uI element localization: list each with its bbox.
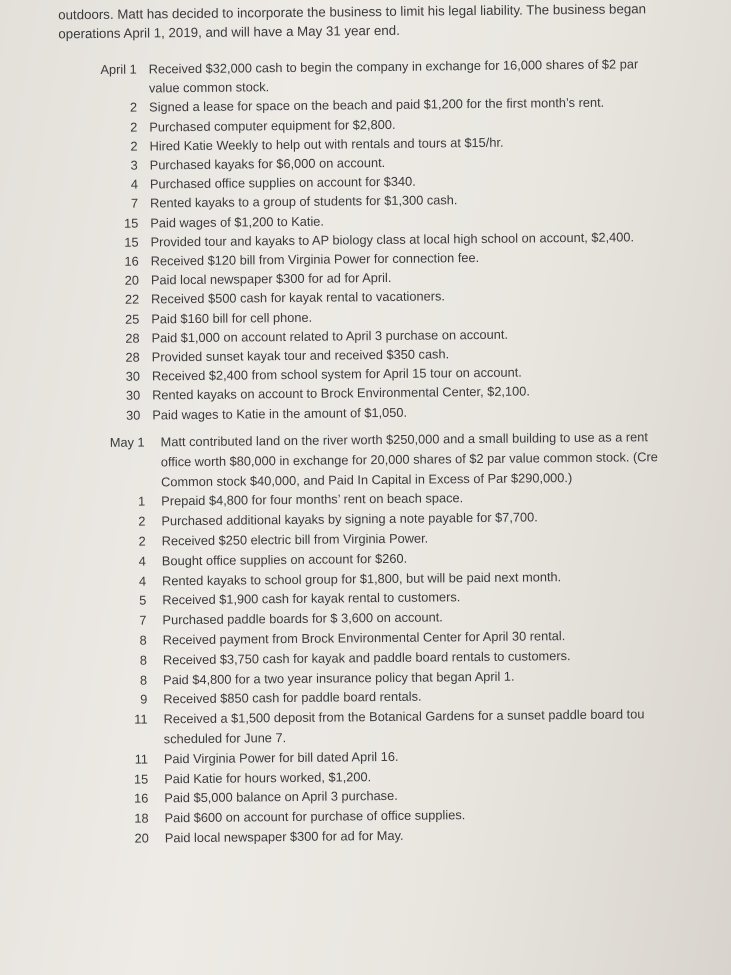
transaction-line: Provided tour and kayaks to AP biology class at local high school on account, $2,400. — [150, 229, 635, 250]
transaction-date: 8 — [139, 652, 147, 668]
april-transactions — [87, 53, 731, 425]
transaction-line: Paid Virginia Power for bill dated April 16. — [163, 748, 399, 767]
transaction-date: April 1 — [100, 61, 137, 77]
transaction-date: 5 — [139, 592, 147, 608]
transaction-line: Paid local newspaper $300 for ad for April. — [150, 270, 392, 288]
transaction-line: value common stock. — [148, 79, 270, 96]
transaction-line: Paid wages of $1,200 to Katie. — [150, 213, 325, 231]
transaction-line: Received a $1,500 deposit from the Botanical Gardens for a sunset paddle board tou — [163, 706, 645, 727]
transaction-line: Bought office supplies on account for $260. — [161, 550, 408, 569]
transaction-line: Provided sunset kayak tour and received $350 cash. — [151, 346, 450, 365]
transaction-line: Paid local newspaper $300 for ad for May. — [164, 827, 404, 846]
transaction-date: 18 — [134, 810, 149, 826]
transaction-line: Received $500 cash for kayak rental to vacationers. — [151, 288, 445, 307]
transaction-description — [161, 426, 731, 491]
transaction-date: 7 — [130, 195, 139, 212]
transaction-date: 16 — [134, 790, 149, 806]
transaction-line: Purchased paddle boards for $ 3,600 on account. — [162, 609, 443, 628]
transaction-line: Received $2,400 from school system for April 15 tour on account. — [151, 364, 522, 384]
transaction-date: 15 — [124, 234, 139, 250]
transaction-date: 28 — [125, 349, 140, 365]
transaction-line: Purchased office supplies on account for $340. — [149, 173, 416, 192]
transaction-line: Paid Katie for hours worked, $1,200. — [164, 768, 372, 786]
transaction-date: 28 — [125, 330, 140, 346]
transaction-entry — [87, 53, 731, 98]
transaction-line: Purchased kayaks for $6,000 on account. — [149, 154, 386, 173]
transaction-description — [149, 53, 731, 98]
transaction-date: 1 — [138, 493, 146, 509]
transaction-line: Purchased computer equipment for $2,800. — [149, 116, 396, 135]
transaction-line: Received $850 cash for paddle board rentals. — [163, 688, 422, 707]
transaction-date: 30 — [125, 388, 141, 404]
transaction-date: 2 — [129, 99, 138, 116]
transaction-date: 16 — [124, 253, 139, 269]
may-transactions — [95, 426, 731, 848]
transaction-line: Paid $600 on account for purchase of office supplies. — [164, 807, 466, 826]
transaction-line: Hired Katie Weekly to help out with rentals and tours at $15/hr. — [149, 134, 504, 154]
transaction-date: 7 — [139, 612, 147, 628]
transaction-date: 20 — [134, 830, 149, 846]
transaction-date: 4 — [138, 553, 146, 569]
transaction-date: 2 — [138, 533, 146, 549]
transaction-line: Purchased additional kayaks by signing a note payable for $7,700. — [161, 509, 538, 529]
transaction-line: Received payment from Brock Environmental Center for April 30 rental. — [162, 628, 566, 648]
transaction-date: 2 — [130, 119, 138, 135]
transaction-line: Rented kayaks to school group for $1,800, but will be paid next month. — [162, 568, 562, 588]
transaction-date: 4 — [138, 573, 147, 589]
transaction-description — [163, 703, 731, 749]
intro-line: outdoors. Matt has decided to incorporate the business to limit his legal liability. The business began — [58, 1, 647, 23]
transaction-line: Paid wages to Katie in the amount of $1,050. — [152, 404, 408, 423]
transaction-date: 11 — [134, 711, 148, 727]
transaction-date: May 1 — [109, 434, 145, 450]
transaction-date: 20 — [124, 272, 140, 288]
intro-paragraph — [58, 0, 718, 43]
transaction-line: Paid $160 bill for cell phone. — [151, 309, 313, 327]
transaction-line: Paid $1,000 on account related to April 3 purchase on account. — [151, 326, 509, 346]
transaction-line: Paid $5,000 balance on April 3 purchase. — [164, 788, 398, 806]
transaction-date: 4 — [130, 176, 139, 192]
transaction-date: 8 — [139, 632, 147, 648]
transaction-line: Received $3,750 cash for kayak and paddle board rentals to customers. — [162, 647, 571, 668]
transaction-date: 22 — [124, 291, 140, 308]
transaction-line: Matt contributed land on the river worth $250,000 and a small building to use as a rent — [160, 429, 648, 450]
transaction-date: 15 — [124, 215, 139, 231]
transaction-line: Signed a lease for space on the beach and paid $1,200 for the first month’s rent. — [149, 95, 605, 115]
transaction-line: office worth $80,000 in exchange for 20,000 shares of $2 par value common stock. (Cre — [160, 448, 658, 470]
transaction-line: Received $120 bill from Virginia Power for connection fee. — [150, 250, 480, 269]
transaction-line: Received $1,900 cash for kayak rental to customers. — [162, 589, 461, 608]
intro-line: operations April 1, 2019, and will have a May 31 year end. — [58, 22, 400, 42]
transaction-date: 2 — [130, 138, 138, 154]
transaction-line: Common stock $40,000, and Paid In Capital in Excess of Par $290,000.) — [160, 469, 573, 489]
transaction-entry — [95, 426, 731, 492]
transaction-date: 8 — [139, 672, 148, 688]
transaction-line: Rented kayaks to a group of students for $1,300 cash. — [150, 192, 458, 211]
transaction-date: 11 — [134, 751, 149, 767]
transaction-date: 15 — [133, 771, 149, 787]
transaction-date: 30 — [125, 368, 141, 384]
transaction-date: 9 — [140, 691, 148, 707]
transaction-line: Prepaid $4,800 for four months’ rent on beach space. — [161, 490, 464, 509]
transaction-entry — [97, 703, 731, 749]
transaction-date: 3 — [130, 157, 138, 173]
transaction-line: Rented kayaks on account to Brock Environmental Center, $2,100. — [152, 383, 530, 403]
transaction-line: Paid $4,800 for a two year insurance policy that began April 1. — [163, 668, 515, 687]
transaction-date: 2 — [138, 513, 146, 529]
transaction-date: 30 — [126, 407, 141, 423]
transaction-line: Received $32,000 cash to begin the company in exchange for 16,000 shares of $2 par — [148, 56, 639, 77]
transaction-line: scheduled for June 7. — [163, 729, 287, 747]
transaction-line: Received $250 electric bill from Virginia Power. — [161, 530, 429, 549]
transaction-date: 25 — [125, 311, 140, 327]
